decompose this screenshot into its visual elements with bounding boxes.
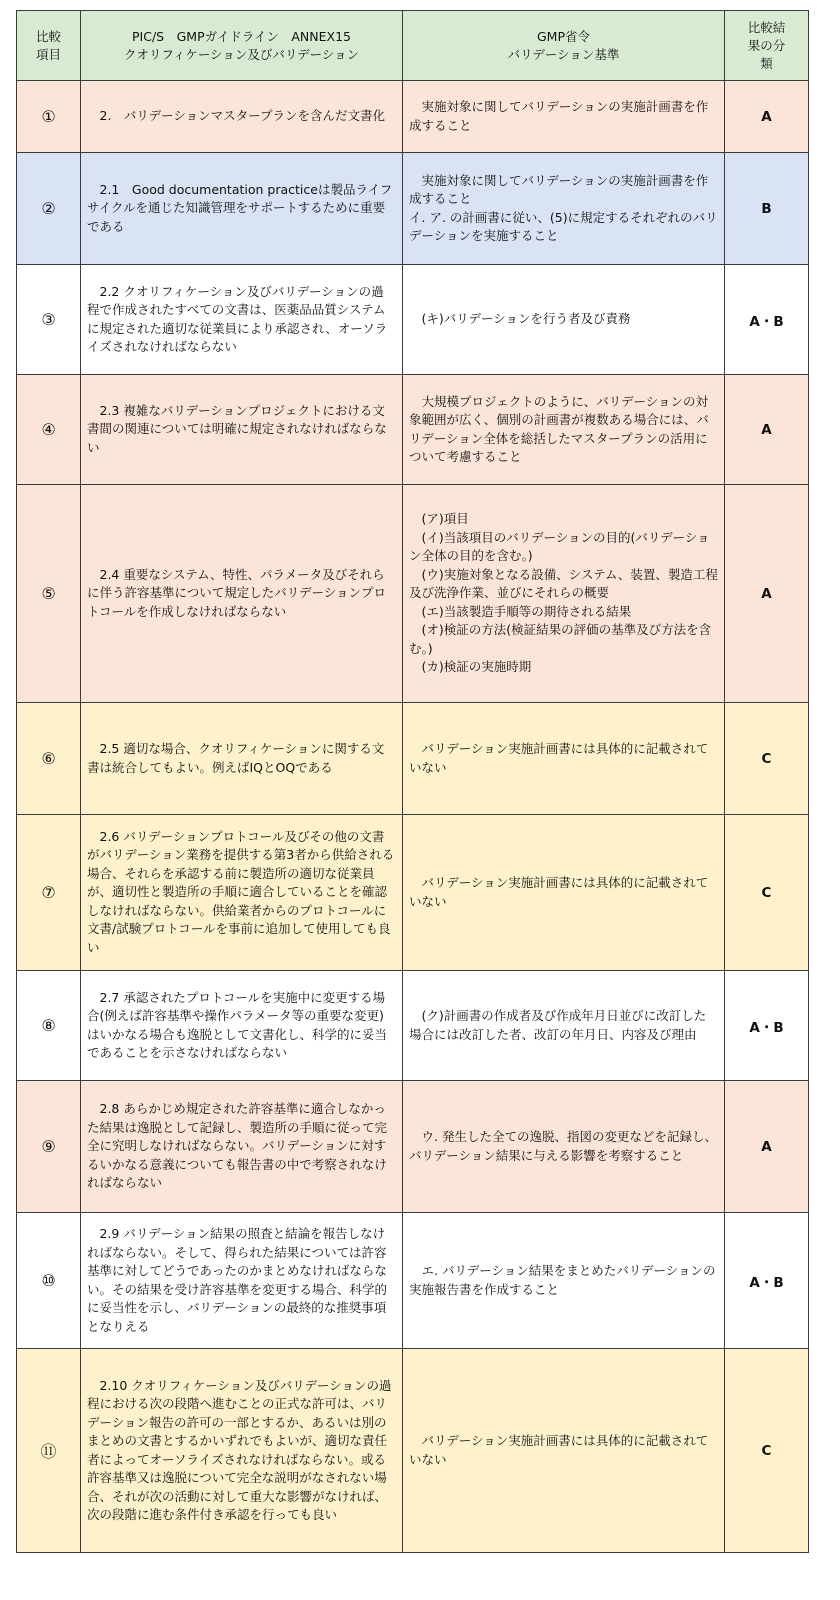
table-row	[17, 485, 809, 703]
table-row	[17, 153, 809, 265]
gmp-text: バリデーション実施計画書には具体的に記載されていない	[403, 1349, 725, 1553]
pics-text: 2.2 クオリフィケーション及びバリデーションの過程で作成されたすべての文書は、医薬品品質システムに規定された適切な従業員により承認され、オーソライズされなければならない	[81, 265, 403, 375]
table-row	[17, 81, 809, 153]
gmp-text: エ. バリデーション結果をまとめたバリデーションの実施報告書を作成すること	[403, 1213, 725, 1349]
pics-text: 2.5 適切な場合、クオリフィケーションに関する文書は統合してもよい。例えばIQとOQである	[81, 703, 403, 815]
result-grade: B	[725, 153, 809, 265]
gmp-text: (ク)計画書の作成者及び作成年月日並びに改訂した場合には改訂した者、改訂の年月日、内容及び理由	[403, 971, 725, 1081]
row-number: ⑦	[17, 815, 81, 971]
header-result: 比較結 果の分 類	[725, 11, 809, 81]
result-grade: C	[725, 703, 809, 815]
pics-text: 2.10 クオリフィケーション及びバリデーションの過程における次の段階へ進むことの正式な許可は、バリデーション報告の許可の一部とするか、あるいは別のまとめの文書とするかいずれでもよいが、適切な責任者によってオーソライズされなければならない。或る許容基準又は逸脱について完全な説明がなされない場合、それが次の活動に対して重大な影響がなければ、次の段階に進む条件付き承認を行っても良い	[81, 1349, 403, 1553]
comparison-table	[16, 10, 809, 1553]
header-row	[17, 11, 809, 81]
result-grade: A・B	[725, 1213, 809, 1349]
row-number: ④	[17, 375, 81, 485]
gmp-text: 大規模プロジェクトのように、バリデーションの対象範囲が広く、個別の計画書が複数ある場合には、バリデーション全体を総括したマスタープランの活用について考慮すること	[403, 375, 725, 485]
pics-text: 2.4 重要なシステム、特性、パラメータ及びそれらに伴う許容基準について規定したバリデーションプロトコールを作成しなければならない	[81, 485, 403, 703]
result-grade: A	[725, 81, 809, 153]
row-number: ⑤	[17, 485, 81, 703]
table-row	[17, 971, 809, 1081]
result-grade: C	[725, 815, 809, 971]
gmp-text: ウ. 発生した全ての逸脱、指図の変更などを記録し、バリデーション結果に与える影響を考察すること	[403, 1081, 725, 1213]
row-number: ⑨	[17, 1081, 81, 1213]
pics-text: 2.6 バリデーションプロトコール及びその他の文書がバリデーション業務を提供する第3者から供給される場合、それらを承認する前に製造所の適切な従業員が、適切性と製造所の手順に適合していることを確認しなければならない。供給業者からのプロトコールに文書/試験プロトコールを事前に追加して使用しても良い	[81, 815, 403, 971]
table-row	[17, 1349, 809, 1553]
header-item: 比較 項目	[17, 11, 81, 81]
header-pics: PIC/S GMPガイドライン ANNEX15 クオリフィケーション及びバリデーション	[81, 11, 403, 81]
row-number: ⑥	[17, 703, 81, 815]
result-grade: A	[725, 1081, 809, 1213]
gmp-text: バリデーション実施計画書には具体的に記載されていない	[403, 815, 725, 971]
gmp-text: (ア)項目 (イ)当該項目のバリデーションの目的(バリデーション全体の目的を含む。) (ウ)実施対象となる設備、システム、装置、製造工程及び洗浄作業、並びにそれらの概要 (エ)当該製造手順等の期待される結果 (オ)検証の方法(検証結果の評価の基準及び方法を含む。) (カ)検証の実施時期	[403, 485, 725, 703]
table-row	[17, 375, 809, 485]
result-grade: A	[725, 485, 809, 703]
result-grade: C	[725, 1349, 809, 1553]
gmp-text: バリデーション実施計画書には具体的に記載されていない	[403, 703, 725, 815]
pics-text: 2.3 複雑なバリデーションプロジェクトにおける文書間の関連については明確に規定されなければならない	[81, 375, 403, 485]
row-number: ⑧	[17, 971, 81, 1081]
pics-text: 2.1 Good documentation practiceは製品ライフサイクルを通じた知識管理をサポートするために重要である	[81, 153, 403, 265]
table-row	[17, 265, 809, 375]
pics-text: 2.7 承認されたプロトコールを実施中に変更する場合(例えば許容基準や操作パラメータ等の重要な変更)はいかなる場合も逸脱として文書化し、科学的に妥当であることを示さなければならない	[81, 971, 403, 1081]
table-row	[17, 1081, 809, 1213]
table-row	[17, 815, 809, 971]
row-number: ⑩	[17, 1213, 81, 1349]
gmp-text: 実施対象に関してバリデーションの実施計画書を作成すること イ. ア. の計画書に従い、(5)に規定するそれぞれのバリデーションを実施すること	[403, 153, 725, 265]
row-number: ③	[17, 265, 81, 375]
table-row	[17, 703, 809, 815]
result-grade: A・B	[725, 971, 809, 1081]
row-number: ②	[17, 153, 81, 265]
pics-text: 2.9 バリデーション結果の照査と結論を報告しなければならない。そして、得られた結果については許容基準に対してどうであったのかまとめなければならない。その結果を受け許容基準を変更する場合、科学的に妥当性を示し、バリデーションの最終的な推奨事項となりえる	[81, 1213, 403, 1349]
header-gmp: GMP省令 バリデーション基準	[403, 11, 725, 81]
result-grade: A	[725, 375, 809, 485]
gmp-text: (キ)バリデーションを行う者及び責務	[403, 265, 725, 375]
pics-text: 2.8 あらかじめ規定された許容基準に適合しなかった結果は逸脱として記録し、製造所の手順に従って完全に究明しなければならない。バリデーションに対するいかなる意義についても報告書の中で考察されなければならない	[81, 1081, 403, 1213]
row-number: ⑪	[17, 1349, 81, 1553]
row-number: ①	[17, 81, 81, 153]
table-row	[17, 1213, 809, 1349]
gmp-text: 実施対象に関してバリデーションの実施計画書を作成すること	[403, 81, 725, 153]
result-grade: A・B	[725, 265, 809, 375]
pics-text: 2. バリデーションマスタープランを含んだ文書化	[81, 81, 403, 153]
